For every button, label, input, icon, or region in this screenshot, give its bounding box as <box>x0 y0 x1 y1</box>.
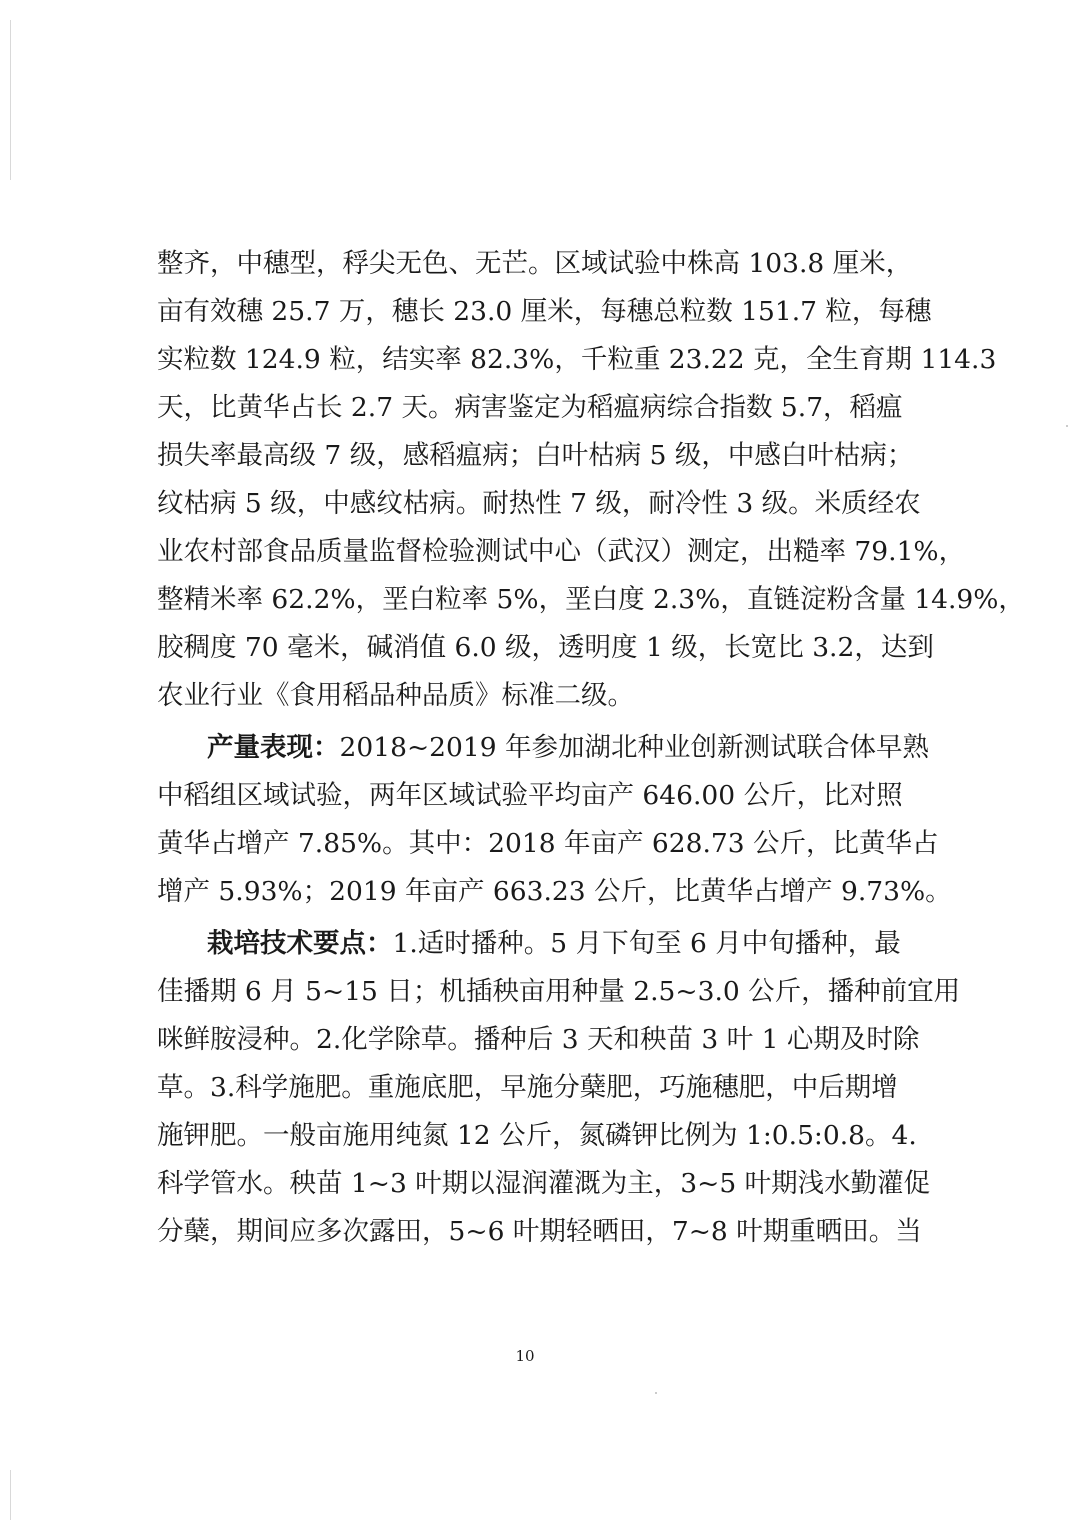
text-line: 中稻组区域试验，两年区域试验平均亩产 646.00 公斤，比对照 <box>157 780 903 811</box>
text-line: 天，比黄华占长 2.7 天。病害鉴定为稻瘟病综合指数 5.7，稻瘟 <box>157 392 903 423</box>
text-line: 损失率最高级 7 级，感稻瘟病；白叶枯病 5 级，中感白叶枯病； <box>157 440 914 471</box>
paragraph-first-line <box>207 722 930 774</box>
paragraph-first-line <box>207 918 901 970</box>
text-line: 亩有效穗 25.7 万，穗长 23.0 厘米，每穗总粒数 151.7 粒，每穗 <box>157 296 932 327</box>
text-line: 科学管水。秧苗 1~3 叶期以湿润灌溉为主，3~5 叶期浅水勤灌促 <box>157 1168 931 1199</box>
text-line: 纹枯病 5 级，中感纹枯病。耐热性 7 级，耐冷性 3 级。米质经农 <box>157 488 921 519</box>
text-line: 分蘖，期间应多次露田，5~6 叶期轻晒田，7~8 叶期重晒田。当 <box>157 1216 922 1247</box>
page-number: 10 <box>515 1347 535 1365</box>
text-segment: 1.适时播种。5 月下旬至 6 月中旬播种，最 <box>392 928 901 959</box>
text-line: 佳播期 6 月 5~15 日；机插秧亩用种量 2.5~3.0 公斤，播种前宜用 <box>157 976 961 1007</box>
text-line: 整精米率 62.2%，垩白粒率 5%，垩白度 2.3%，直链淀粉含量 14.9%， <box>157 584 1025 615</box>
text-line: 业农村部食品质量监督检验测试中心（武汉）测定，出糙率 79.1%， <box>157 536 966 567</box>
text-line: 实粒数 124.9 粒，结实率 82.3%，千粒重 23.22 克，全生育期 114.3 <box>157 344 997 375</box>
text-line: 增产 5.93%；2019 年亩产 663.23 公斤，比黄华占增产 9.73%。 <box>157 876 952 907</box>
text-line: 咪鲜胺浸种。2.化学除草。播种后 3 天和秧苗 3 叶 1 心期及时除 <box>157 1024 920 1055</box>
text-line: 胶稠度 70 毫米，碱消值 6.0 级，透明度 1 级，长宽比 3.2，达到 <box>157 632 934 663</box>
text-line: 黄华占增产 7.85%。其中：2018 年亩产 628.73 公斤，比黄华占 <box>157 828 939 859</box>
text-line: 整齐，中穗型，稃尖无色、无芒。区域试验中株高 103.8 厘米， <box>157 248 913 279</box>
text-line: 施钾肥。一般亩施用纯氮 12 公斤，氮磷钾比例为 1:0.5:0.8。4. <box>157 1120 917 1151</box>
section-heading: 栽培技术要点： <box>207 928 393 959</box>
scan-edge-line <box>10 20 11 180</box>
text-segment: 2018~2019 年参加湖北种业创新测试联合体早熟 <box>339 732 930 763</box>
scan-edge-line <box>10 1470 11 1520</box>
text-line: 草。3.科学施肥。重施底肥，早施分蘖肥，巧施穗肥，中后期增 <box>157 1072 898 1103</box>
scan-speck <box>1066 425 1068 427</box>
section-heading: 产量表现： <box>207 732 340 763</box>
text-line: 农业行业《食用稻品种品质》标准二级。 <box>157 680 634 711</box>
scan-speck <box>655 1392 657 1394</box>
